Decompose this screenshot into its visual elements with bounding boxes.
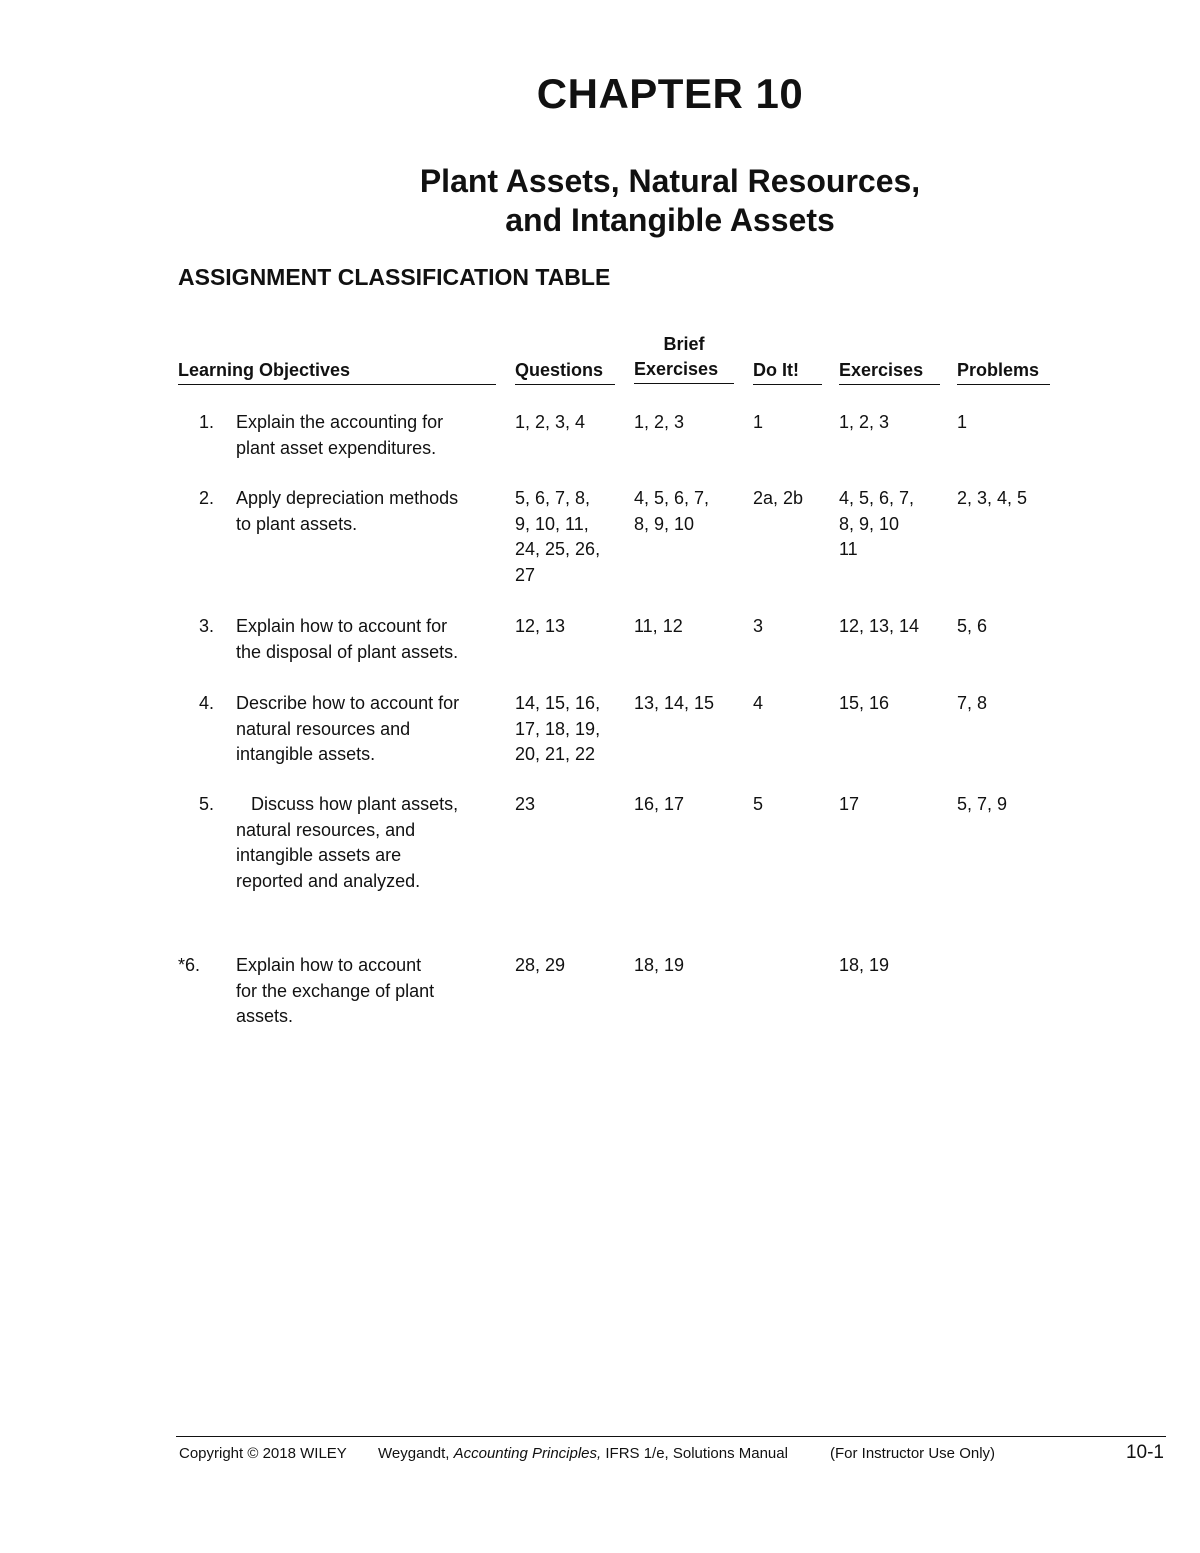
footer-book-title: Accounting Principles, bbox=[453, 1445, 602, 1462]
row-exercises: 4, 5, 6, 7, 8, 9, 10 11 bbox=[839, 488, 915, 559]
subtitle-line-2: and Intangible Assets bbox=[505, 202, 835, 238]
row-number: *6. bbox=[178, 955, 201, 975]
row-problems: 1 bbox=[957, 412, 968, 432]
row-do-it: 2a, 2b bbox=[753, 488, 804, 508]
footer-copyright: Copyright © 2018 WILEY bbox=[179, 1445, 347, 1462]
row-do-it: 4 bbox=[753, 693, 764, 713]
header-questions: Questions bbox=[515, 358, 615, 385]
row-questions: 14, 15, 16, 17, 18, 19, 20, 21, 22 bbox=[515, 693, 601, 764]
header-do-it: Do It! bbox=[753, 358, 822, 385]
row-objective: Apply depreciation methods to plant assets. bbox=[236, 488, 459, 534]
row-exercises: 1, 2, 3 bbox=[839, 412, 890, 432]
footer-note: (For Instructor Use Only) bbox=[830, 1445, 996, 1462]
row-questions: 5, 6, 7, 8, 9, 10, 11, 24, 25, 26, 27 bbox=[515, 488, 601, 585]
header-problems: Problems bbox=[957, 358, 1050, 385]
section-title: ASSIGNMENT CLASSIFICATION TABLE bbox=[178, 264, 611, 290]
row-number: 2. bbox=[198, 488, 214, 508]
row-problems: 7, 8 bbox=[957, 693, 988, 713]
header-exercises: Exercises bbox=[839, 358, 940, 385]
header-brief-bottom: Exercises bbox=[634, 357, 734, 384]
row-number: 3. bbox=[198, 616, 214, 636]
row-brief-exercises: 18, 19 bbox=[634, 955, 685, 975]
page-number: 10-1 bbox=[1125, 1442, 1164, 1463]
row-questions: 23 bbox=[515, 794, 536, 814]
row-problems: 2, 3, 4, 5 bbox=[957, 488, 1028, 508]
row-do-it: 5 bbox=[753, 794, 764, 814]
footer-book-suffix: IFRS 1/e, Solutions Manual bbox=[605, 1445, 788, 1462]
chapter-heading: CHAPTER 10 bbox=[536, 70, 804, 117]
row-questions: 1, 2, 3, 4 bbox=[515, 412, 586, 432]
row-problems: 5, 7, 9 bbox=[957, 794, 1008, 814]
subtitle-line-1: Plant Assets, Natural Resources, bbox=[419, 163, 921, 199]
footer-divider bbox=[176, 1436, 1166, 1437]
row-brief-exercises: 13, 14, 15 bbox=[634, 693, 715, 713]
header-brief-top: Brief bbox=[663, 334, 705, 354]
row-exercises: 12, 13, 14 bbox=[839, 616, 920, 636]
row-brief-exercises: 11, 12 bbox=[634, 616, 683, 636]
row-objective: Explain how to account for the exchange of plant assets. bbox=[236, 955, 435, 1026]
row-brief-exercises: 4, 5, 6, 7, 8, 9, 10 bbox=[634, 488, 710, 534]
chapter-subtitle bbox=[320, 162, 1020, 240]
row-number: 4. bbox=[198, 693, 214, 713]
row-objective: Explain how to account for the disposal of plant assets. bbox=[236, 616, 459, 662]
row-objective: Describe how to account for natural resources and intangible assets. bbox=[236, 693, 460, 764]
row-number: 5. bbox=[198, 794, 214, 814]
footer-book-prefix: Weygandt, bbox=[378, 1445, 450, 1462]
row-do-it: 1 bbox=[753, 412, 764, 432]
header-learning-objectives: Learning Objectives bbox=[178, 358, 496, 385]
row-questions: 28, 29 bbox=[515, 955, 566, 975]
row-number: 1. bbox=[198, 412, 214, 432]
row-exercises: 17 bbox=[839, 794, 860, 814]
row-exercises: 15, 16 bbox=[839, 693, 890, 713]
row-brief-exercises: 1, 2, 3 bbox=[634, 412, 685, 432]
row-objective: Discuss how plant assets, natural resources, and intangible assets are reported and analyzed. bbox=[236, 794, 459, 891]
row-objective: Explain the accounting for plant asset expenditures. bbox=[236, 412, 444, 458]
row-brief-exercises: 16, 17 bbox=[634, 794, 685, 814]
row-problems: 5, 6 bbox=[957, 616, 988, 636]
row-exercises: 18, 19 bbox=[839, 955, 890, 975]
row-do-it: 3 bbox=[753, 616, 764, 636]
row-questions: 12, 13 bbox=[515, 616, 566, 636]
footer-book-info bbox=[378, 1445, 788, 1462]
header-brief-exercises bbox=[634, 332, 734, 384]
